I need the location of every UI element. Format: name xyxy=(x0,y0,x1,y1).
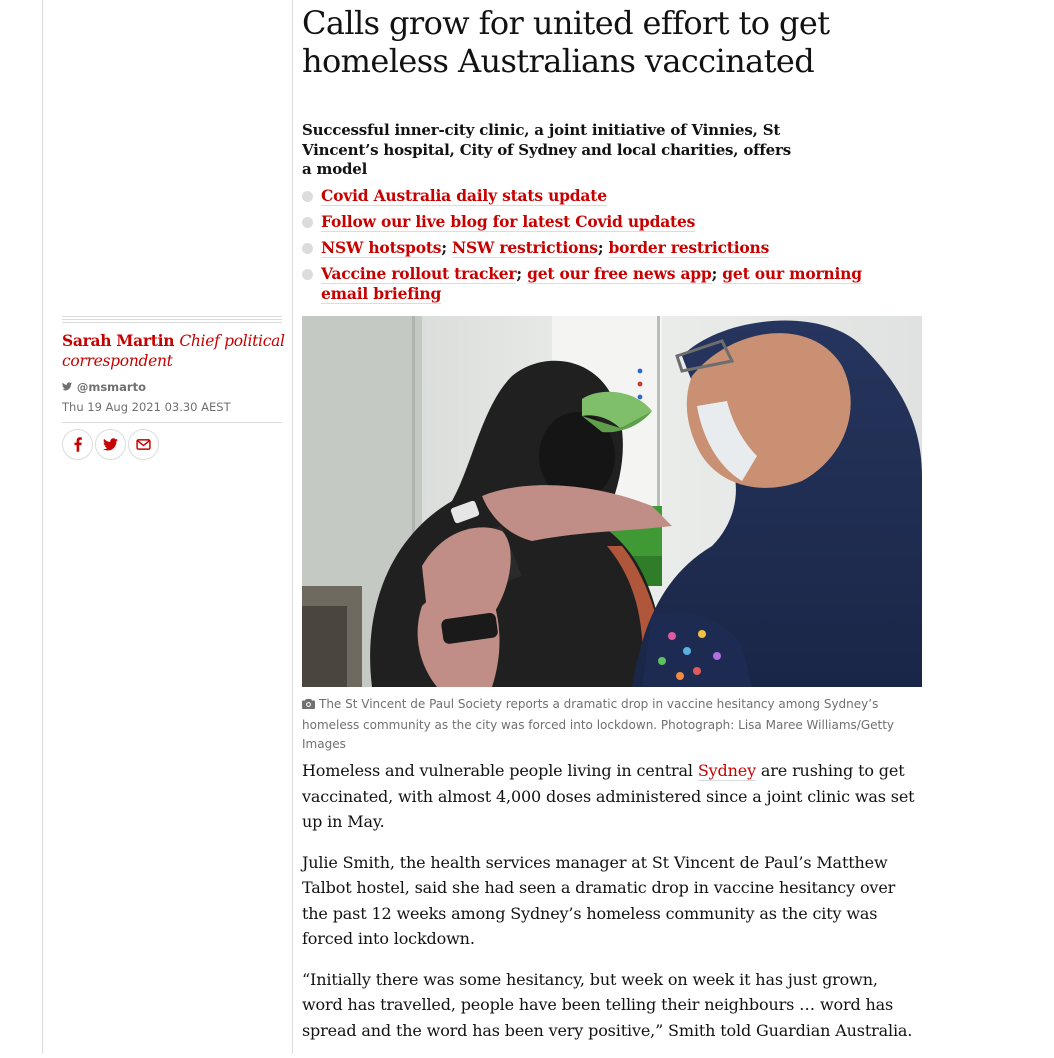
vaccination-photo-illustration xyxy=(302,316,922,687)
meta-column-rule xyxy=(292,0,293,1054)
related-link-item xyxy=(302,186,862,206)
article-photo xyxy=(302,316,922,687)
related-link[interactable]: Vaccine rollout tracker xyxy=(321,264,517,283)
photo-caption xyxy=(302,695,924,755)
body-text: Homeless and vulnerable people living in central xyxy=(302,761,698,780)
link-separator: ; xyxy=(597,238,609,257)
bullet-dot-icon xyxy=(302,217,313,228)
byline xyxy=(62,331,287,371)
author-role: Chief political correspondent xyxy=(62,332,285,370)
bullet-dot-icon xyxy=(302,191,313,202)
body-text: are rushing to get vaccinated, with almost 4,000 doses administered since a joint clinic was set up in May. xyxy=(302,761,915,831)
meta-divider xyxy=(62,422,282,423)
article-headline: Calls grow for united effort to get homeless Australians vaccinated xyxy=(302,4,830,80)
camera-icon xyxy=(302,696,315,716)
related-link-item xyxy=(302,238,862,258)
bullet-dot-icon xyxy=(302,269,313,280)
related-link[interactable]: NSW hotspots xyxy=(321,238,442,257)
link-separator: ; xyxy=(441,238,453,257)
body-paragraph-2: Julie Smith, the health services manager at St Vincent de Paul’s Matthew Talbot hostel, said she had seen a dramatic drop in vaccine hesitancy over the past 12 weeks among Sydney’s homeless community as the city was forced into lockdown. xyxy=(302,852,896,948)
body-paragraph-1 xyxy=(302,758,922,835)
bullet-dot-icon xyxy=(302,243,313,254)
sydney-link[interactable]: Sydney xyxy=(697,761,756,780)
share-buttons xyxy=(62,429,159,460)
related-link[interactable]: NSW restrictions xyxy=(452,238,598,257)
email-icon xyxy=(136,439,151,450)
meta-top-rules xyxy=(62,316,282,323)
author-name-link[interactable]: Sarah Martin xyxy=(62,331,175,350)
related-link[interactable]: get our free news app xyxy=(527,264,712,283)
related-link[interactable]: Covid Australia daily stats update xyxy=(321,186,607,205)
related-link[interactable]: border restrictions xyxy=(608,238,770,257)
left-column-rule xyxy=(42,0,43,1054)
article-body xyxy=(302,758,922,1058)
publish-date: Thu 19 Aug 2021 03.30 AEST xyxy=(62,400,231,414)
facebook-icon xyxy=(74,437,82,452)
body-paragraph-3: “Initially there was some hesitancy, but week on week it has just grown, word has travelled, people have been telling their neighbours … word has spread and the word has been very positive,” Smith told Guardian Australia. xyxy=(302,969,913,1040)
twitter-bird-icon xyxy=(62,381,76,394)
photo-caption-text: The St Vincent de Paul Society reports a dramatic drop in vaccine hesitancy among Sydney’s homeless community as the city was forced into lockdown. Photograph: Lisa Maree Williams/Getty Images xyxy=(302,697,895,751)
link-separator: ; xyxy=(711,264,723,283)
link-separator: ; xyxy=(516,264,528,283)
article-standfirst: Successful inner-city clinic, a joint initiative of Vinnies, St Vincent’s hospital, City of Sydney and local charities, offers a model xyxy=(302,121,791,178)
share-twitter-button[interactable] xyxy=(95,429,126,460)
share-email-button[interactable] xyxy=(128,429,159,460)
related-link-item xyxy=(302,264,862,304)
related-link[interactable]: Follow our live blog for latest Covid updates xyxy=(321,212,696,231)
share-facebook-button[interactable] xyxy=(62,429,93,460)
twitter-handle: @msmarto xyxy=(76,380,146,394)
related-link[interactable]: get our morning email briefing xyxy=(321,264,862,303)
related-links-list xyxy=(302,186,862,310)
related-link-item xyxy=(302,212,862,232)
twitter-icon xyxy=(103,438,118,451)
twitter-handle-link[interactable] xyxy=(62,380,146,394)
